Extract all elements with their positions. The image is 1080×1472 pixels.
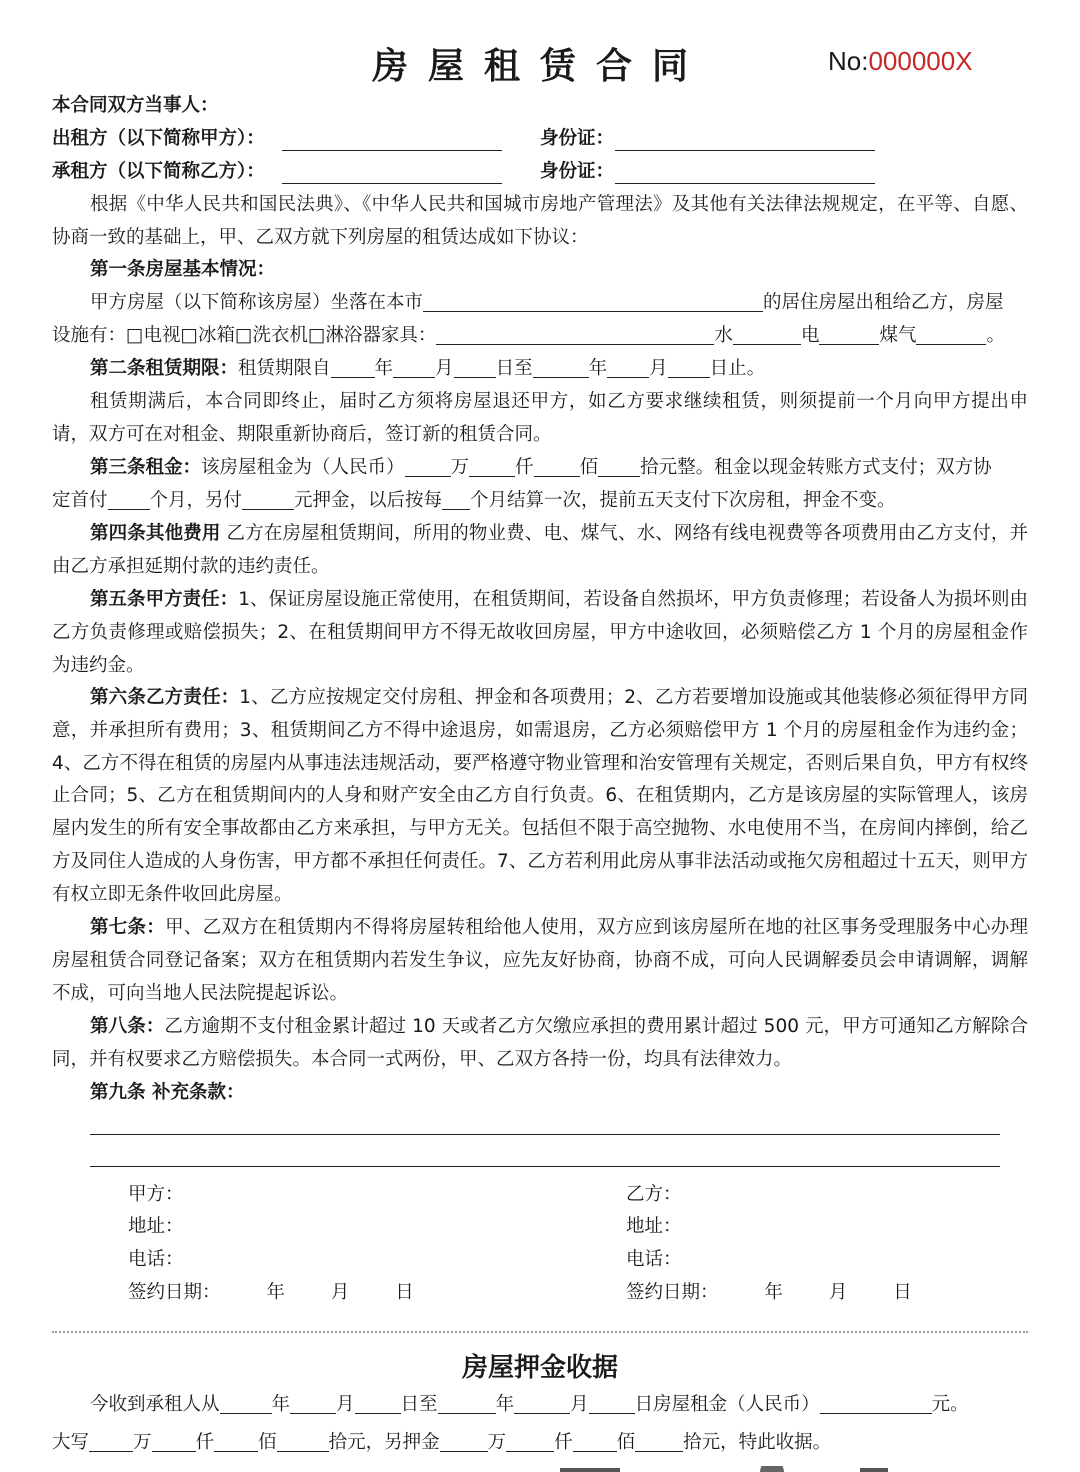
receipt-start-year-blank[interactable] bbox=[220, 1391, 272, 1414]
deposit-wan-blank[interactable] bbox=[440, 1429, 488, 1452]
article-4-title: 第四条其他费用 bbox=[90, 523, 221, 544]
year-label: 年 bbox=[764, 1282, 783, 1303]
receipt-end-year-blank[interactable] bbox=[438, 1391, 496, 1414]
receipt-line-2 bbox=[52, 1427, 831, 1460]
party-b-sign-date bbox=[626, 1278, 912, 1304]
start-month-blank[interactable] bbox=[393, 355, 435, 378]
article-9-title: 第九条 补充条款： bbox=[90, 1082, 245, 1103]
receipt-received-label: 今收到承租人从 bbox=[90, 1394, 220, 1415]
daxie-qian-blank[interactable] bbox=[152, 1429, 196, 1452]
deposit-shi-label: 拾元，另押金 bbox=[328, 1432, 440, 1453]
lessor-id-label: 身份证： bbox=[540, 128, 615, 149]
qian-label: 仟 bbox=[195, 1432, 215, 1453]
article-8 bbox=[52, 1011, 1028, 1077]
article-6-body: 1、乙方应按规定交付房租、押金和各项费用；2、乙方若要增加设施或其他装修必须征得甲方同意，并承担所有费用；3、租赁期间乙方不得中途退房，如需退房，乙方必须赔偿甲方 1 个月的房屋租金作为违约金；4、乙方不得在租赁的房屋内从事违法违规活动，要严格遵守物业管理和治安管理有关规定，否则后果自负，甲方有权终止合同；5、乙方在租赁期间内的人身和财产安全由乙方自行负责。6、在租赁期内，乙方是该房屋的实际管理人，该房屋内发生的所有安全事故都由乙方来承担，与甲方无关。包括但不限于高空抛物、水电使用不当，在房间内摔倒，给乙方及同住人造成的人身伤害，甲方都不承担任何责任。7、乙方若利用此房从事非法活动或拖欠房租超过十五天，则甲方有权立即无条件收回此房屋。 bbox=[52, 687, 1028, 905]
daxie-bai-blank[interactable] bbox=[214, 1429, 258, 1452]
article-8-title: 第八条： bbox=[90, 1016, 165, 1037]
yuan-label: 元。 bbox=[931, 1394, 969, 1415]
wan-label: 万 bbox=[450, 457, 470, 478]
article-6-title: 第六条乙方责任： bbox=[90, 687, 240, 708]
wan-label: 万 bbox=[133, 1432, 152, 1453]
year-label: 年 bbox=[271, 1394, 291, 1415]
wan-label: 万 bbox=[487, 1432, 507, 1453]
lessee-id-field[interactable] bbox=[615, 183, 875, 184]
receipt-to-label: 日至 bbox=[400, 1394, 438, 1415]
lessor-id-field[interactable] bbox=[615, 150, 875, 151]
article-7-title: 第七条： bbox=[90, 917, 166, 938]
sign-date-label: 签约日期： bbox=[128, 1282, 221, 1303]
start-day-blank[interactable] bbox=[454, 355, 496, 378]
day-label: 日 bbox=[395, 1282, 414, 1303]
party-b-sign-label: 乙方： bbox=[626, 1184, 682, 1205]
cut-off-text-fragment bbox=[560, 1466, 890, 1472]
deposit-bai-blank[interactable] bbox=[573, 1429, 617, 1452]
month-label: 月 bbox=[336, 1394, 355, 1415]
year-label: 年 bbox=[266, 1282, 285, 1303]
party-a-sign-date bbox=[128, 1278, 414, 1304]
end-month-blank[interactable] bbox=[607, 355, 649, 378]
tear-off-divider bbox=[52, 1331, 1028, 1333]
power-blank[interactable] bbox=[819, 322, 879, 345]
month-label: 月 bbox=[570, 1394, 589, 1415]
day-label: 日 bbox=[893, 1282, 912, 1303]
months-label: 个月，另付 bbox=[149, 490, 243, 511]
month-label: 月 bbox=[649, 358, 668, 379]
settle-months-blank[interactable] bbox=[442, 487, 470, 510]
lessee-name-field[interactable] bbox=[282, 183, 502, 184]
start-year-blank[interactable] bbox=[331, 355, 375, 378]
rent-wan-blank[interactable] bbox=[405, 454, 451, 477]
water-label: 水 bbox=[714, 325, 733, 346]
year-label: 年 bbox=[374, 358, 394, 379]
furniture-blank[interactable] bbox=[436, 322, 714, 345]
rent-terms-text: 拾元整。租金以现金转账方式支付；双方协 bbox=[640, 457, 992, 478]
article-1-location-label: 甲方房屋（以下简称该房屋）坐落在本市 bbox=[90, 292, 424, 313]
party-b-address-label: 地址： bbox=[626, 1216, 682, 1237]
daxie-shi-blank[interactable] bbox=[277, 1429, 329, 1452]
bai-label: 佰 bbox=[258, 1432, 277, 1453]
serial-prefix: No: bbox=[828, 46, 869, 76]
rent-amount-label: 该房屋租金为（人民币） bbox=[201, 457, 405, 478]
lessor-label: 出租方（以下简称甲方）： bbox=[52, 128, 265, 149]
gas-blank[interactable] bbox=[916, 322, 986, 345]
water-blank[interactable] bbox=[733, 322, 801, 345]
facilities-label: 设施有：□电视□冰箱□洗衣机□淋浴器家具： bbox=[52, 325, 437, 346]
period-mark: 。 bbox=[986, 325, 1005, 346]
intro-paragraph: 根据《中华人民共和国民法典》、《中华人民共和国城市房地产管理法》及其他有关法律法规规定，在平等、自愿、协商一致的基础上，甲、乙双方就下列房屋的租赁达成如下协议： bbox=[52, 194, 1028, 248]
lessor-name-field[interactable] bbox=[282, 150, 502, 151]
article-2-title: 第二条租赁期限： bbox=[90, 358, 239, 379]
receipt-start-month-blank[interactable] bbox=[290, 1391, 336, 1414]
rent-shi-blank[interactable] bbox=[598, 454, 640, 477]
rent-bai-blank[interactable] bbox=[534, 454, 580, 477]
receipt-line-1 bbox=[90, 1389, 969, 1422]
article-3-line-2 bbox=[52, 485, 896, 518]
article-2-term bbox=[90, 353, 765, 386]
article-1-rent-out-text: 的居住房屋出租给乙方，房屋 bbox=[763, 292, 1004, 313]
supplement-line-1[interactable] bbox=[90, 1134, 1000, 1135]
end-day-blank[interactable] bbox=[668, 355, 710, 378]
term-end-label: 日止。 bbox=[709, 358, 766, 379]
article-5-title: 第五条甲方责任： bbox=[90, 589, 239, 610]
settlement-text: 个月结算一次，提前五天支付下次房租，押金不变。 bbox=[470, 490, 896, 511]
lessee-label: 承租方（以下简称乙方）： bbox=[52, 161, 265, 182]
first-months-blank[interactable] bbox=[108, 487, 150, 510]
receipt-end-day-blank[interactable] bbox=[589, 1391, 635, 1414]
month-label: 月 bbox=[828, 1282, 848, 1303]
article-2-body: 租赁期满后，本合同即终止，届时乙方须将房屋退还甲方，如乙方要求继续租赁，则须提前一个月向甲方提出申请，双方可在对租金、期限重新协商后，签订新的租赁合同。 bbox=[52, 391, 1028, 445]
term-to-label: 日至 bbox=[495, 358, 533, 379]
receipt-amount-blank[interactable] bbox=[820, 1391, 932, 1414]
deposit-label: 元押金，以后按每 bbox=[294, 490, 443, 511]
month-label: 月 bbox=[435, 358, 454, 379]
month-label: 月 bbox=[330, 1282, 350, 1303]
gas-label: 煤气 bbox=[879, 325, 917, 346]
article-3-line-1 bbox=[90, 452, 992, 485]
receipt-end-month-blank[interactable] bbox=[514, 1391, 570, 1414]
article-5-body: 1、保证房屋设施正常使用，在租赁期间，若设备自然损坏，甲方负责修理；若设备人为损坏则由乙方负责修理或赔偿损失；2、在租赁期间甲方不得无故收回房屋，甲方中途收回，必须赔偿乙方 1 个月的房屋租金作为违约金。 bbox=[52, 589, 1028, 676]
article-3-title: 第三条租金： bbox=[90, 457, 202, 478]
daxie-wan-blank[interactable] bbox=[89, 1429, 133, 1452]
deposit-blank[interactable] bbox=[242, 487, 294, 510]
daxie-label: 大写 bbox=[52, 1432, 90, 1453]
qian-label: 仟 bbox=[554, 1432, 573, 1453]
lessee-id-label: 身份证： bbox=[540, 161, 615, 182]
end-year-blank[interactable] bbox=[533, 355, 589, 378]
receipt-end-text: 拾元，特此收据。 bbox=[683, 1432, 832, 1453]
serial-value: 000000X bbox=[868, 46, 973, 76]
address-blank[interactable] bbox=[423, 289, 763, 312]
receipt-start-day-blank[interactable] bbox=[355, 1391, 401, 1414]
article-4-body: 乙方在房屋租赁期间，所用的物业费、电、煤气、水、网络有线电视费等各项费用由乙方支付，并由乙方承担延期付款的违约责任。 bbox=[52, 523, 1028, 577]
article-8-body: 乙方逾期不支付租金累计超过 10 天或者乙方欠缴应承担的费用累计超过 500 元，甲方可通知乙方解除合同，并有权要求乙方赔偿损失。本合同一式两份，甲、乙双方各持一份，均具有法律效力。 bbox=[52, 1016, 1028, 1070]
article-7-body: 甲、乙双方在租赁期内不得将房屋转租给他人使用，双方应到该房屋所在地的社区事务受理服务中心办理房屋租赁合同登记备案；双方在租赁期内若发生争议，应先友好协商，协商不成，可向人民调解委员会申请调解，调解不成，可向当地人民法院提起诉讼。 bbox=[52, 917, 1028, 1004]
article-4 bbox=[52, 518, 1028, 584]
serial-number bbox=[828, 46, 973, 77]
parties-heading: 本合同双方当事人： bbox=[52, 95, 219, 116]
article-1-text bbox=[90, 287, 1004, 320]
document-title: 房屋租赁合同 bbox=[371, 46, 708, 87]
bai-label: 佰 bbox=[616, 1432, 636, 1453]
bai-label: 佰 bbox=[579, 457, 599, 478]
sign-date-label: 签约日期： bbox=[626, 1282, 719, 1303]
first-payment-label: 定首付 bbox=[52, 490, 108, 511]
article-7 bbox=[52, 912, 1028, 1010]
rent-qian-blank[interactable] bbox=[469, 454, 515, 477]
party-a-sign-label: 甲方： bbox=[128, 1184, 184, 1205]
receipt-rent-label: 日房屋租金（人民币） bbox=[634, 1394, 820, 1415]
year-label: 年 bbox=[588, 358, 608, 379]
deposit-shi-blank[interactable] bbox=[635, 1429, 683, 1452]
party-a-address-label: 地址： bbox=[128, 1216, 184, 1237]
deposit-qian-blank[interactable] bbox=[506, 1429, 554, 1452]
term-from-label: 租赁期限自 bbox=[238, 358, 331, 379]
year-label: 年 bbox=[495, 1394, 515, 1415]
party-b-phone-label: 电话： bbox=[626, 1249, 682, 1270]
supplement-line-2[interactable] bbox=[90, 1166, 1000, 1167]
article-6 bbox=[52, 682, 1028, 912]
qian-label: 仟 bbox=[515, 457, 534, 478]
receipt-title: 房屋押金收据 bbox=[461, 1353, 618, 1383]
article-1-title: 第一条房屋基本情况： bbox=[90, 259, 276, 280]
article-5 bbox=[52, 584, 1028, 682]
power-label: 电 bbox=[800, 325, 820, 346]
article-1-facilities bbox=[52, 320, 1005, 353]
party-a-phone-label: 电话： bbox=[128, 1249, 184, 1270]
